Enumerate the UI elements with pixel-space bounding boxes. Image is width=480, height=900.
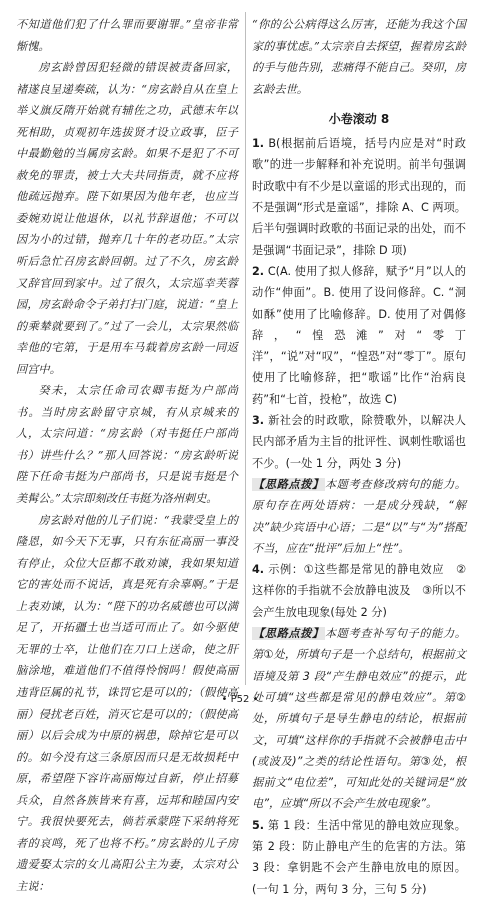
tip-tag: 【思路点拨】 <box>253 477 324 491</box>
tip-tag: 【思路点拨】 <box>253 627 324 641</box>
answer-3 <box>252 410 466 474</box>
translation-paragraph: 癸未，太宗任命司农卿韦挺为户部尚书。当时房玄龄留守京城，有从京城来的人，太宗问道：“房玄龄（对韦挺任户部尚书）讲些什么？”那人回答说：“房玄龄听说陛下任命韦挺为户部尚书，只是说韦挺是个美髯公。”太宗即刻改任韦挺为洛州刺史。 <box>16 384 238 506</box>
left-column <box>16 14 238 897</box>
answer-text: C(A. 使用了拟人修辞，赋予“月”以人的动作“伸面”。B. 使用了设问修辞。C. “洞如酥”使用了比喻修辞。D. 使用了对偶修辞，“惶恐滩”对“零丁洋”，“说”对“叹”，“惶恐”对“零丁”。原句使用了比喻修辞，把“歌谣”比作“治病良药”和“七首，投枪”，故选 C) <box>252 264 466 406</box>
answer-2 <box>252 261 466 410</box>
answer-text: B(根据前后语境，括号内应是对“时政歌”的进一步解释和补充说明。前半句强调时政歌中有不少是以童谣的形式出现的，而不是强调“形式是童谣”，排除 A、C 两项。后半句强调时政歌的书面记录的出处，而不是强调“书面记录”，排除 D 项) <box>252 137 466 257</box>
translation-paragraph: 不知道他们犯了什么罪而要谢罪。”皇帝非常惭愧。 <box>16 18 238 53</box>
tip-1 <box>252 474 466 559</box>
tip-text: 本题考查修改病句的能力。原句存在两处语病：一是成分残缺，“解决”缺少宾语中心语；二是“以”与“为”搭配不当，应在“批评”后加上“性”。 <box>252 477 466 555</box>
translation-paragraph: 房玄龄曾因犯轻微的错误被责备回家，褚遂良呈递奏疏，认为：“房玄龄自从在皇上举义旗反隋开始就有辅佐之功，武德末年以死相助，贞观初年选拔贤才设立政事，臣子中最勤勉的当属房玄龄。如果不是犯了不可赦免的罪责，被士大夫共同指责，就不应将他疏远抛弃。陛下如果因为他年老，也应当委婉劝说让他退休，以礼节辞退他；不可以因为小的过错，抛弃几十年的老功臣。”太宗听后急忙召房玄龄回朝。过了不久，房玄龄又辞官回到家中。过了很久，太宗巡幸芙蓉园，房玄龄命令子弟打扫门庭，说道：“皇上的乘辇就要到了。”过了一会儿，太宗果然临幸他的宅第，于是用车马载着房玄龄一同返回宫中。 <box>16 61 238 376</box>
right-column <box>252 14 466 900</box>
answer-text: 新社会的时政歌，除赞歌外，以解决人民内部矛盾为主旨的批评性、讽刺性歌谣也不少。(一处 1 分，两处 3 分) <box>252 414 466 470</box>
answer-number: 2. <box>252 264 265 278</box>
translation-paragraph: “你的公公病得这么厉害，还能为我这个国家的事忧虑。”太宗亲自去探望，握着房玄龄的手与他告别，悲痛得不能自己。癸卯，房玄龄去世。 <box>252 18 466 96</box>
answer-number: 5. <box>252 818 265 832</box>
answer-5 <box>252 815 466 900</box>
tip-text: 本题考查补写句子的能力。第①处，所填句子是一个总结句，根据前文语境及第 3 段“产生静电效应”的提示，此处可填“这些都是常见的静电效应”。第②处，所填句子是导生静电的结论，根据前文，可填“这样你的手指就不会被静电击中(或波及)”之类的结论性语句。第③处，根据前文“电位差”，可知此处的关键词是“放电”，应填“所以不会产生放电现象”。 <box>252 627 466 811</box>
answer-number: 3. <box>252 414 265 428</box>
answer-number: 1. <box>252 137 265 151</box>
column-divider <box>245 12 246 685</box>
page-number: • P52 • <box>221 694 259 705</box>
answer-number: 4. <box>252 563 265 577</box>
translation-paragraph: 房玄龄对他的儿子们说：“我蒙受皇上的隆恩，如今天下无事，只有东征高丽一事没有停止，众位大臣都不敢劝谏，我如果知道它的害处而不说话，真是死有余辜啊。”于是上表劝谏，认为：“陛下的功名威德也可以满足了，开拓疆土也当适可而止了。如今驱使无罪的士卒，让他们在刀口上送命，使之肝脑涂地，难道他们不值得怜悯吗！假使高丽违背臣属的礼节，诛罚它是可以的；（假使高丽）侵扰老百姓，消灭它是可以的；（假使高丽）以后会成为中原的祸患，除掉它是可以的。如今没有这三条原因而只是无故损耗中原，希望陛下容许高丽悔过自新，停止招募兵众，自然各族皆来有喜，远邦和睦国内安宁。我很快要死去，倘若承蒙陛下采纳将死者的哀鸣，死了也将不朽。”房玄龄的儿子房遗爱娶太宗的女儿高阳公主为妻，太宗对公主说： <box>16 513 238 893</box>
answer-1 <box>252 133 466 261</box>
tip-2 <box>252 623 466 815</box>
answer-text: 示例：①这些都是常见的静电效应 ②这样你的手指就不会放静电波及 ③所以不会产生放电现象(每处 2 分) <box>252 563 467 619</box>
answer-text: 第 1 段：生活中常见的静电效应现象。第 2 段：防止静电产生的危害的方法。第 3 段：拿钥匙不会产生静电放电的原因。(一句 1 分，两句 3 分，三句 5 分) <box>252 818 466 896</box>
answer-4 <box>252 559 466 623</box>
section-title: 小卷滚动 8 <box>328 112 390 127</box>
